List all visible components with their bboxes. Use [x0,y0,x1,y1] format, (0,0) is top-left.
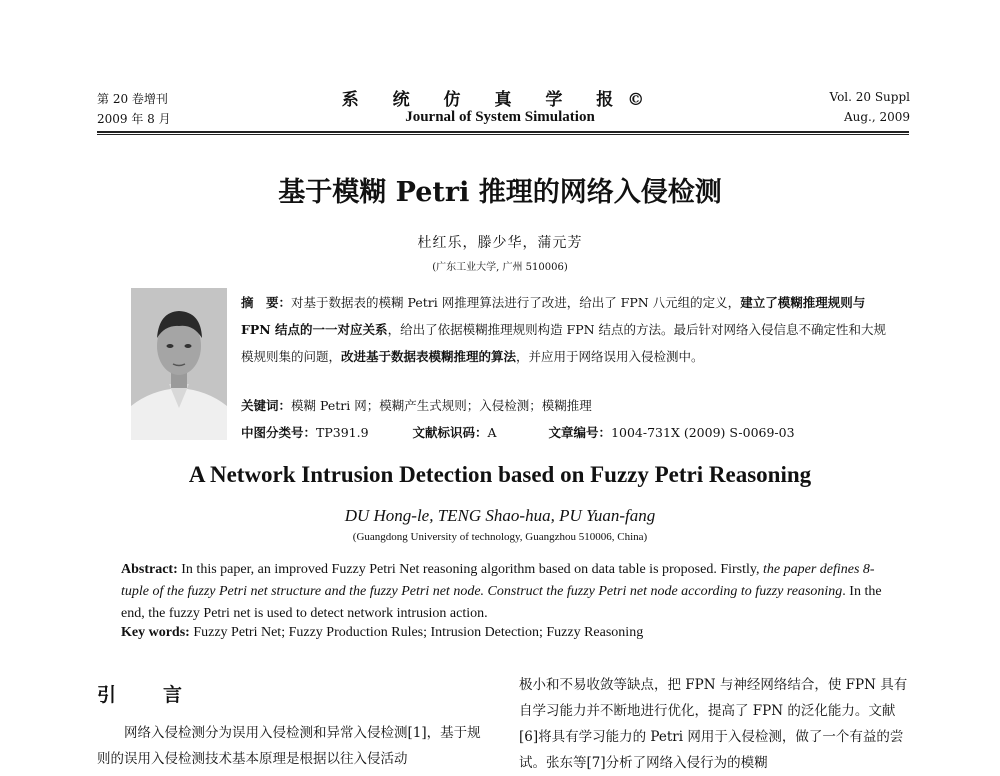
abstract-cn-part2: 建立了模糊推理规则与 FPN 结点的一一对应关系 [241,295,866,337]
keywords-en [121,625,643,641]
header-rule [97,131,909,133]
abstract-en [121,559,891,625]
keywords-cn-text: 模糊 Petri 网；模糊产生式规则；入侵检测；模糊推理 [291,398,592,413]
paper-title-cn: 基于模糊 Petri 推理的网络入侵检测 [278,177,722,208]
abstract-en-label: Abstract: [121,562,178,577]
date-cn: 2009 年 8 月 [97,112,171,126]
paper-title-en: A Network Intrusion Detection based on Fuzzy Petri Reasoning [188,462,812,487]
abstract-cn [241,289,891,370]
date-en: Aug., 2009 [843,110,910,124]
body-right-column: 极小和不易收敛等缺点，把 FPN 与神经网络结合，使 FPN 具有自学习能力并不断地进行优化，提高了 FPN 的泛化能力。文献[6]将具有学习能力的 Petri 网用于入侵检测，做了一个有益的尝试。张东等[7]分析了网络入侵行为的模糊 [519,677,908,771]
abstract-cn-part5: ，并应用于网络误用入侵检测中。 [516,349,704,364]
doc-label: 文献标识码： [412,425,488,440]
abstract-cn-part3: ，给出了依据模糊推理规则构造 FPN 结点的方法。最后针对网络入侵信息不确定性和大规模规则集的问题， [241,322,887,364]
abstract-cn-label: 摘 要： [241,295,292,310]
keywords-en-label: Key words: [121,625,190,640]
journal-title-cn: 系 统 仿 真 学 报© [341,90,659,110]
section-title: 引 言 [97,684,197,706]
body-left-column: 网络入侵检测分为误用入侵检测和异常入侵检测[1]，基于规则的误用入侵检测技术基本原理是根据以往入侵活动 [97,725,481,767]
doc-value: A [487,425,497,440]
author-photo [131,288,227,440]
clc-label: 中图分类号： [241,425,317,440]
journal-title-en: Journal of System Simulation [405,109,595,125]
abstract-cn-part1: 对基于数据表的模糊 Petri 网推理算法进行了改进，给出了 FPN 八元组的定义， [291,295,741,310]
authors-cn: 杜红乐，滕少华，蒲元芳 [417,235,583,251]
clc-value: TP391.9 [316,425,369,440]
affiliation-cn: (广东工业大学, 广州 510006) [432,262,568,273]
header-rule-thin [97,134,909,135]
abstract-cn-part4: 改进基于数据表模糊推理的算法 [341,349,517,364]
affiliation-en: (Guangdong University of technology, Guangzhou 510006, China) [352,531,648,543]
abstract-en-part1: In this paper, an improved Fuzzy Petri Net reasoning algorithm based on data table is proposed. Firstly, [177,562,764,577]
authors-en: DU Hong-le, TENG Shao-hua, PU Yuan-fang [344,506,656,525]
article-label: 文章编号： [548,425,612,440]
keywords-en-text: Fuzzy Petri Net; Fuzzy Production Rules; Intrusion Detection; Fuzzy Reasoning [189,625,644,640]
abstract-en-part2: the paper defines 8-tuple of the fuzzy Petri net structure and the fuzzy Petri net node. Construct the fuzzy Petri net node according to fuzzy reasoning [121,562,875,599]
classification-line [241,423,795,441]
article-value: 1004-731X (2009) S-0069-03 [611,425,795,440]
volume-cn: 第 20 卷增刊 [97,92,168,106]
abstract-en-part3: . In the end, the fuzzy Petri net is used to detect network intrusion action. [121,584,882,621]
keywords-cn [241,396,592,414]
keywords-cn-label: 关键词： [241,398,292,413]
volume-en: Vol. 20 Suppl [829,90,910,104]
